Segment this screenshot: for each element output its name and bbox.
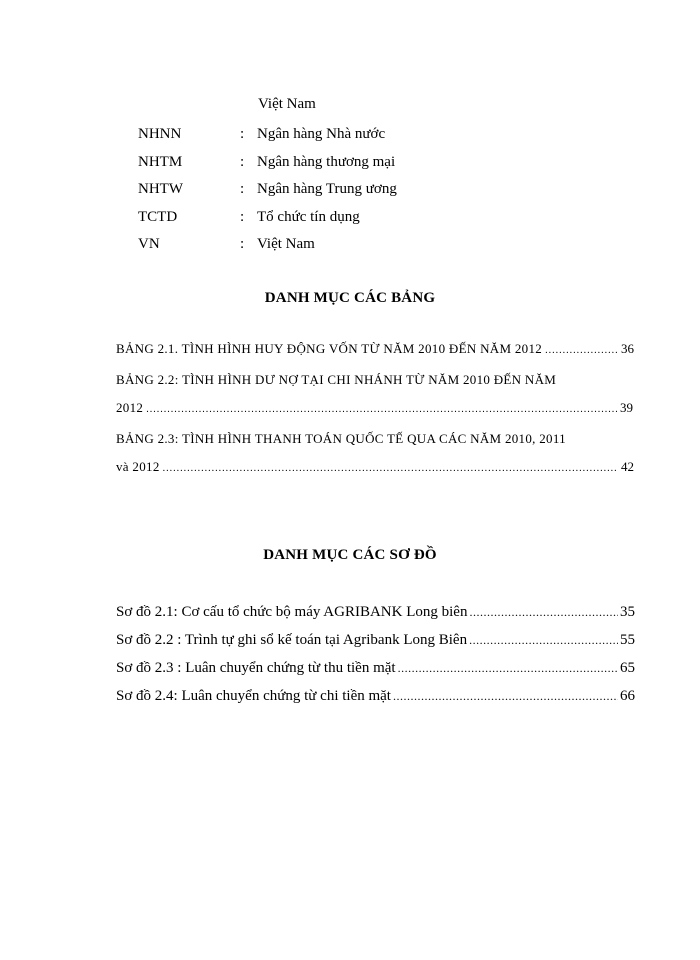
toc-entry-title-cont: và 2012 xyxy=(116,459,160,474)
toc-entry-title: Sơ đồ 2.1: Cơ cấu tổ chức bộ máy AGRIBANK Long biên xyxy=(116,604,468,620)
abbreviation-desc: Tổ chức tín dụng xyxy=(257,208,360,225)
toc-entry[interactable] xyxy=(116,686,635,714)
diagrams-list-heading: DANH MỤC CÁC SƠ ĐỒ xyxy=(263,547,437,563)
toc-entry[interactable] xyxy=(116,372,634,400)
abbreviation-row xyxy=(138,207,458,235)
abbreviation-row xyxy=(138,124,458,152)
toc-leader-dots xyxy=(146,405,617,415)
toc-entry-page: 35 xyxy=(620,604,635,620)
toc-leader-dots xyxy=(393,686,618,706)
abbreviation-code: NHTM xyxy=(138,153,183,170)
abbreviation-desc: Ngân hàng Nhà nước xyxy=(257,126,386,142)
toc-entry[interactable] xyxy=(116,341,634,369)
abbreviation-code: NHTW xyxy=(138,181,183,197)
toc-entry-title: Sơ đồ 2.3 : Luân chuyển chứng từ thu tiền mặt xyxy=(116,660,396,676)
toc-leader-dots xyxy=(469,602,618,622)
abbreviation-desc: Việt Nam xyxy=(257,236,315,252)
toc-entry[interactable] xyxy=(116,431,634,459)
toc-entry[interactable] xyxy=(116,602,635,630)
abbreviation-row xyxy=(138,234,458,262)
toc-leader-dots xyxy=(545,346,618,356)
abbreviation-desc: Ngân hàng thương mại xyxy=(257,153,396,170)
toc-entry-title: Sơ đồ 2.4: Luân chuyển chứng từ chi tiền mặt xyxy=(116,688,391,704)
toc-leader-dots xyxy=(163,464,618,474)
toc-entry-title: BẢNG 2.3: TÌNH HÌNH THANH TOÁN QUỐC TẾ QUA CÁC NĂM 2010, 2011 xyxy=(116,431,566,446)
abbreviation-row xyxy=(138,152,458,180)
tables-list xyxy=(116,341,634,487)
abbreviation-colon: : xyxy=(240,126,245,142)
abbreviation-colon: : xyxy=(240,153,245,170)
abbreviation-continuation: Việt Nam xyxy=(258,96,316,112)
abbreviation-code: VN xyxy=(138,236,160,252)
toc-entry-page: 66 xyxy=(620,688,635,704)
toc-entry-page: 39 xyxy=(620,400,633,415)
toc-entry-continuation[interactable] xyxy=(116,459,634,487)
abbreviation-row xyxy=(138,179,458,207)
abbreviation-colon: : xyxy=(240,181,245,197)
diagrams-list xyxy=(116,602,635,714)
abbreviation-desc: Ngân hàng Trung ương xyxy=(257,181,397,197)
toc-leader-dots xyxy=(398,658,618,678)
abbreviation-colon: : xyxy=(240,236,245,252)
toc-entry-title: Sơ đồ 2.2 : Trình tự ghi sổ kế toán tại Agribank Long Biên xyxy=(116,632,468,648)
toc-entry-continuation[interactable] xyxy=(116,400,634,428)
abbreviation-code: TCTD xyxy=(138,208,178,225)
abbreviation-list xyxy=(138,124,458,262)
toc-entry[interactable] xyxy=(116,658,635,686)
abbreviation-colon: : xyxy=(240,208,245,225)
toc-leader-dots xyxy=(469,630,618,650)
tables-list-heading: DANH MỤC CÁC BẢNG xyxy=(264,290,436,306)
toc-entry-page: 55 xyxy=(620,632,635,648)
toc-entry-title: BẢNG 2.1. TÌNH HÌNH HUY ĐỘNG VỐN TỪ NĂM 2010 ĐẾN NĂM 2012 xyxy=(116,341,543,356)
abbreviation-code: NHNN xyxy=(138,126,182,142)
toc-entry[interactable] xyxy=(116,630,635,658)
toc-entry-page: 42 xyxy=(621,459,634,474)
toc-entry-title-cont: 2012 xyxy=(116,400,144,415)
toc-entry-title: BẢNG 2.2: TÌNH HÌNH DƯ NỢ TẠI CHI NHÁNH TỪ NĂM 2010 ĐẾN NĂM xyxy=(116,372,557,387)
toc-entry-page: 36 xyxy=(621,341,634,356)
toc-entry-page: 65 xyxy=(620,660,635,676)
